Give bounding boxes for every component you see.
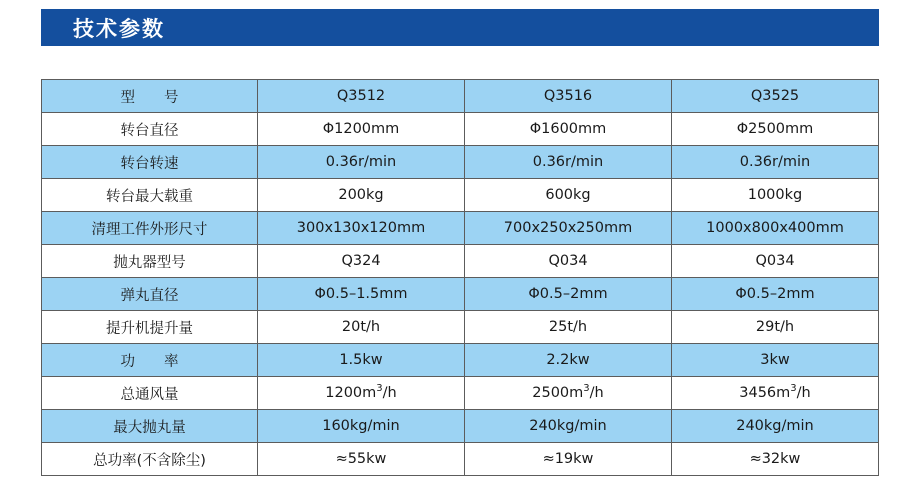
section-header-bar bbox=[41, 9, 879, 46]
row-label: 总通风量 bbox=[42, 377, 258, 410]
table-row bbox=[42, 245, 879, 278]
row-label: 总功率(不含除尘) bbox=[42, 443, 258, 476]
row-value: 200kg bbox=[258, 179, 465, 212]
row-value: 0.36r/min bbox=[465, 146, 672, 179]
row-value: 700x250x250mm bbox=[465, 212, 672, 245]
model-cell: Q3516 bbox=[465, 80, 672, 113]
row-label: 功 率 bbox=[42, 344, 258, 377]
table-row bbox=[42, 311, 879, 344]
row-value: Φ0.5–2mm bbox=[465, 278, 672, 311]
table-row bbox=[42, 443, 879, 476]
row-value: 25t/h bbox=[465, 311, 672, 344]
row-value: Φ0.5–1.5mm bbox=[258, 278, 465, 311]
value-main: 1200m bbox=[325, 385, 377, 401]
row-value: Q034 bbox=[672, 245, 879, 278]
value-main: 2500m bbox=[532, 385, 584, 401]
row-value: 20t/h bbox=[258, 311, 465, 344]
row-value: Φ0.5–2mm bbox=[672, 278, 879, 311]
value-unit: /h bbox=[382, 385, 397, 401]
row-label: 转台转速 bbox=[42, 146, 258, 179]
model-cell: Q3512 bbox=[258, 80, 465, 113]
row-value: 29t/h bbox=[672, 311, 879, 344]
row-value: 3kw bbox=[672, 344, 879, 377]
row-value bbox=[258, 377, 465, 410]
row-value: 300x130x120mm bbox=[258, 212, 465, 245]
row-label: 提升机提升量 bbox=[42, 311, 258, 344]
superscript: 3 bbox=[376, 383, 383, 394]
row-value: 160kg/min bbox=[258, 410, 465, 443]
superscript: 3 bbox=[790, 383, 797, 394]
table-row bbox=[42, 212, 879, 245]
superscript: 3 bbox=[583, 383, 590, 394]
row-value: 1.5kw bbox=[258, 344, 465, 377]
row-value: Φ2500mm bbox=[672, 113, 879, 146]
row-value: 1000x800x400mm bbox=[672, 212, 879, 245]
table-row bbox=[42, 377, 879, 410]
row-value: ≈55kw bbox=[258, 443, 465, 476]
model-cell: Q3525 bbox=[672, 80, 879, 113]
row-value: Φ1200mm bbox=[258, 113, 465, 146]
row-value: ≈32kw bbox=[672, 443, 879, 476]
table-row bbox=[42, 179, 879, 212]
row-value: Φ1600mm bbox=[465, 113, 672, 146]
row-value: 1000kg bbox=[672, 179, 879, 212]
row-value: ≈19kw bbox=[465, 443, 672, 476]
table-row bbox=[42, 146, 879, 179]
row-label: 转台最大载重 bbox=[42, 179, 258, 212]
row-value bbox=[465, 377, 672, 410]
row-value: 240kg/min bbox=[465, 410, 672, 443]
model-label-cell: 型 号 bbox=[42, 80, 258, 113]
row-value: 0.36r/min bbox=[672, 146, 879, 179]
value-unit: /h bbox=[589, 385, 604, 401]
value-main: 3456m bbox=[739, 385, 791, 401]
row-value bbox=[672, 377, 879, 410]
table-row bbox=[42, 410, 879, 443]
row-value: 0.36r/min bbox=[258, 146, 465, 179]
table-row bbox=[42, 344, 879, 377]
row-value: 600kg bbox=[465, 179, 672, 212]
row-value: 240kg/min bbox=[672, 410, 879, 443]
table-row bbox=[42, 113, 879, 146]
row-label: 清理工件外形尺寸 bbox=[42, 212, 258, 245]
value-unit: /h bbox=[796, 385, 811, 401]
row-label: 最大抛丸量 bbox=[42, 410, 258, 443]
row-value: Q034 bbox=[465, 245, 672, 278]
row-label: 抛丸器型号 bbox=[42, 245, 258, 278]
row-label: 弹丸直径 bbox=[42, 278, 258, 311]
row-label: 转台直径 bbox=[42, 113, 258, 146]
section-title: 技术参数 bbox=[73, 16, 165, 41]
row-value: Q324 bbox=[258, 245, 465, 278]
table-row bbox=[42, 278, 879, 311]
spec-table bbox=[41, 79, 879, 476]
table-header-row bbox=[42, 80, 879, 113]
row-value: 2.2kw bbox=[465, 344, 672, 377]
